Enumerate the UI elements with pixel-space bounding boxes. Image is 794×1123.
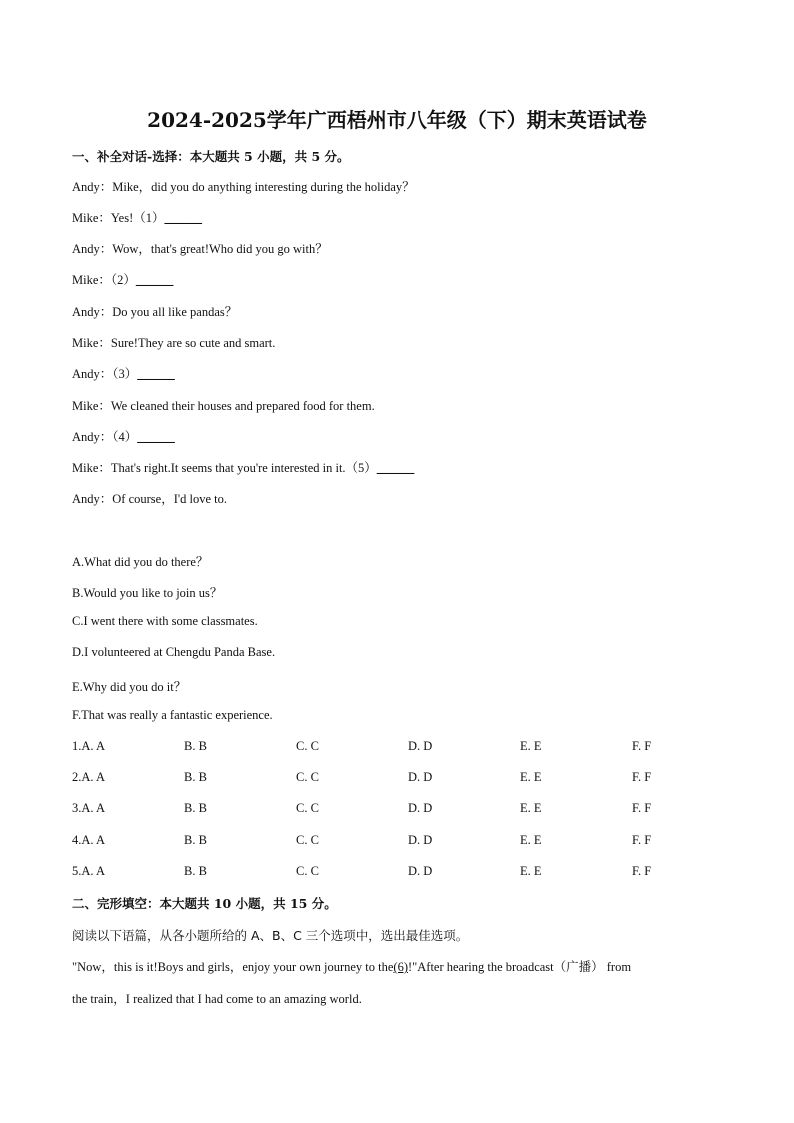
- page-title: 2024-2025学年广西梧州市八年级（下）期末英语试卷: [147, 108, 647, 132]
- question-number: 5.A. A: [72, 864, 105, 878]
- answer-option[interactable]: F. F: [632, 739, 652, 753]
- question-number: 3.A. A: [72, 801, 105, 815]
- answer-option[interactable]: F. F: [632, 833, 652, 847]
- answer-blank[interactable]: ______: [137, 430, 175, 444]
- answer-option[interactable]: C. C: [296, 864, 319, 878]
- answer-option[interactable]: B. B: [184, 833, 207, 847]
- dialogue-line: [72, 270, 173, 288]
- dialogue-line: [72, 396, 375, 414]
- passage-text: !"After hearing the broadcast（广播） from: [407, 960, 632, 974]
- instruction-text: 阅读以下语篇，从各小题所给的 A、B、C 三个选项中，选出最佳选项。: [72, 928, 469, 943]
- question-row: [72, 801, 722, 819]
- dialogue-line: [72, 302, 237, 320]
- dialogue-text: Andy：（4）: [72, 430, 138, 444]
- answer-option[interactable]: B. B: [184, 864, 207, 878]
- answer-option[interactable]: E. E: [520, 770, 542, 784]
- dialogue-line: [72, 458, 414, 476]
- answer-option[interactable]: B. B: [184, 739, 207, 753]
- answer-option[interactable]: D. D: [408, 770, 433, 784]
- passage-text: "Now，this is it!Boys and girls，enjoy your own journey to the: [72, 960, 394, 974]
- dialogue-line: [72, 427, 175, 445]
- dialogue-line: [72, 208, 202, 226]
- answer-option[interactable]: C. C: [296, 739, 319, 753]
- answer-option[interactable]: F. F: [632, 770, 652, 784]
- answer-option[interactable]: D. D: [408, 739, 433, 753]
- dialogue-line: [72, 489, 227, 507]
- answer-option[interactable]: E. E: [520, 833, 542, 847]
- answer-option[interactable]: E. E: [520, 864, 542, 878]
- answer-option[interactable]: A. A: [81, 833, 105, 847]
- answer-blank[interactable]: ______: [137, 367, 175, 381]
- question-number: 2.A. A: [72, 770, 105, 784]
- answer-option[interactable]: A. A: [81, 770, 105, 784]
- answer-option[interactable]: E. E: [520, 739, 542, 753]
- passage-blank[interactable]: (6): [393, 960, 408, 974]
- passage-line: the train，I realized that I had come to an amazing world.: [72, 992, 362, 1006]
- answer-option[interactable]: D. D: [408, 833, 433, 847]
- passage-line: [72, 957, 631, 975]
- answer-option[interactable]: C. C: [296, 833, 319, 847]
- question-number: 1.A. A: [72, 739, 105, 753]
- dialogue-line: [72, 177, 415, 195]
- answer-option[interactable]: F. F: [632, 801, 652, 815]
- answer-option[interactable]: E. E: [520, 801, 542, 815]
- dialogue-line: [72, 239, 328, 257]
- question-row: [72, 739, 722, 757]
- dialogue-text: Mike：Sure!They are so cute and smart.: [72, 336, 276, 350]
- question-row: [72, 770, 722, 788]
- dialogue-line: [72, 333, 275, 351]
- answer-blank[interactable]: ______: [164, 211, 202, 225]
- answer-option[interactable]: A. A: [81, 739, 105, 753]
- dialogue-text: Andy：Of course，I'd love to.: [72, 492, 227, 506]
- question-row: [72, 864, 722, 882]
- question-number: 4.A. A: [72, 833, 105, 847]
- choice-option: E.Why did you do it？: [72, 680, 187, 694]
- dialogue-text: Andy：Mike，did you do anything interesting during the holiday？: [72, 180, 415, 194]
- answer-option[interactable]: D. D: [408, 801, 433, 815]
- dialogue-text: Mike：We cleaned their houses and prepared food for them.: [72, 399, 375, 413]
- answer-option[interactable]: F. F: [632, 864, 652, 878]
- answer-option[interactable]: C. C: [296, 801, 319, 815]
- dialogue-text: Andy：Wow，that's great!Who did you go with？: [72, 242, 328, 256]
- answer-option[interactable]: D. D: [408, 864, 433, 878]
- choice-option: A.What did you do there？: [72, 555, 209, 569]
- answer-blank[interactable]: ______: [376, 461, 415, 475]
- dialogue-line: [72, 364, 175, 382]
- dialogue-text: Andy：Do you all like pandas？: [72, 305, 238, 319]
- choice-option: D.I volunteered at Chengdu Panda Base.: [72, 645, 276, 659]
- choice-option: C.I went there with some classmates.: [72, 614, 258, 628]
- answer-option[interactable]: B. B: [184, 770, 207, 784]
- answer-blank[interactable]: ______: [135, 273, 174, 287]
- answer-option[interactable]: C. C: [296, 770, 319, 784]
- answer-option[interactable]: A. A: [81, 801, 105, 815]
- dialogue-text: Mike：Yes!（1）: [72, 211, 165, 225]
- dialogue-text: Andy：（3）: [72, 367, 138, 381]
- section-2-heading: 二、完形填空：本大题共 10 小题，共 15 分。: [72, 896, 337, 911]
- answer-option[interactable]: A. A: [81, 864, 105, 878]
- choice-option: B.Would you like to join us？: [72, 586, 223, 600]
- answer-option[interactable]: B. B: [184, 801, 207, 815]
- section-1-heading: 一、补全对话-选择：本大题共 5 小题，共 5 分。: [72, 149, 350, 164]
- dialogue-text: Mike：（2）: [72, 273, 136, 287]
- dialogue-text: Mike：That's right.It seems that you're interested in it.（5）: [72, 461, 377, 475]
- question-row: [72, 833, 722, 851]
- choice-option: F.That was really a fantastic experience.: [72, 708, 273, 722]
